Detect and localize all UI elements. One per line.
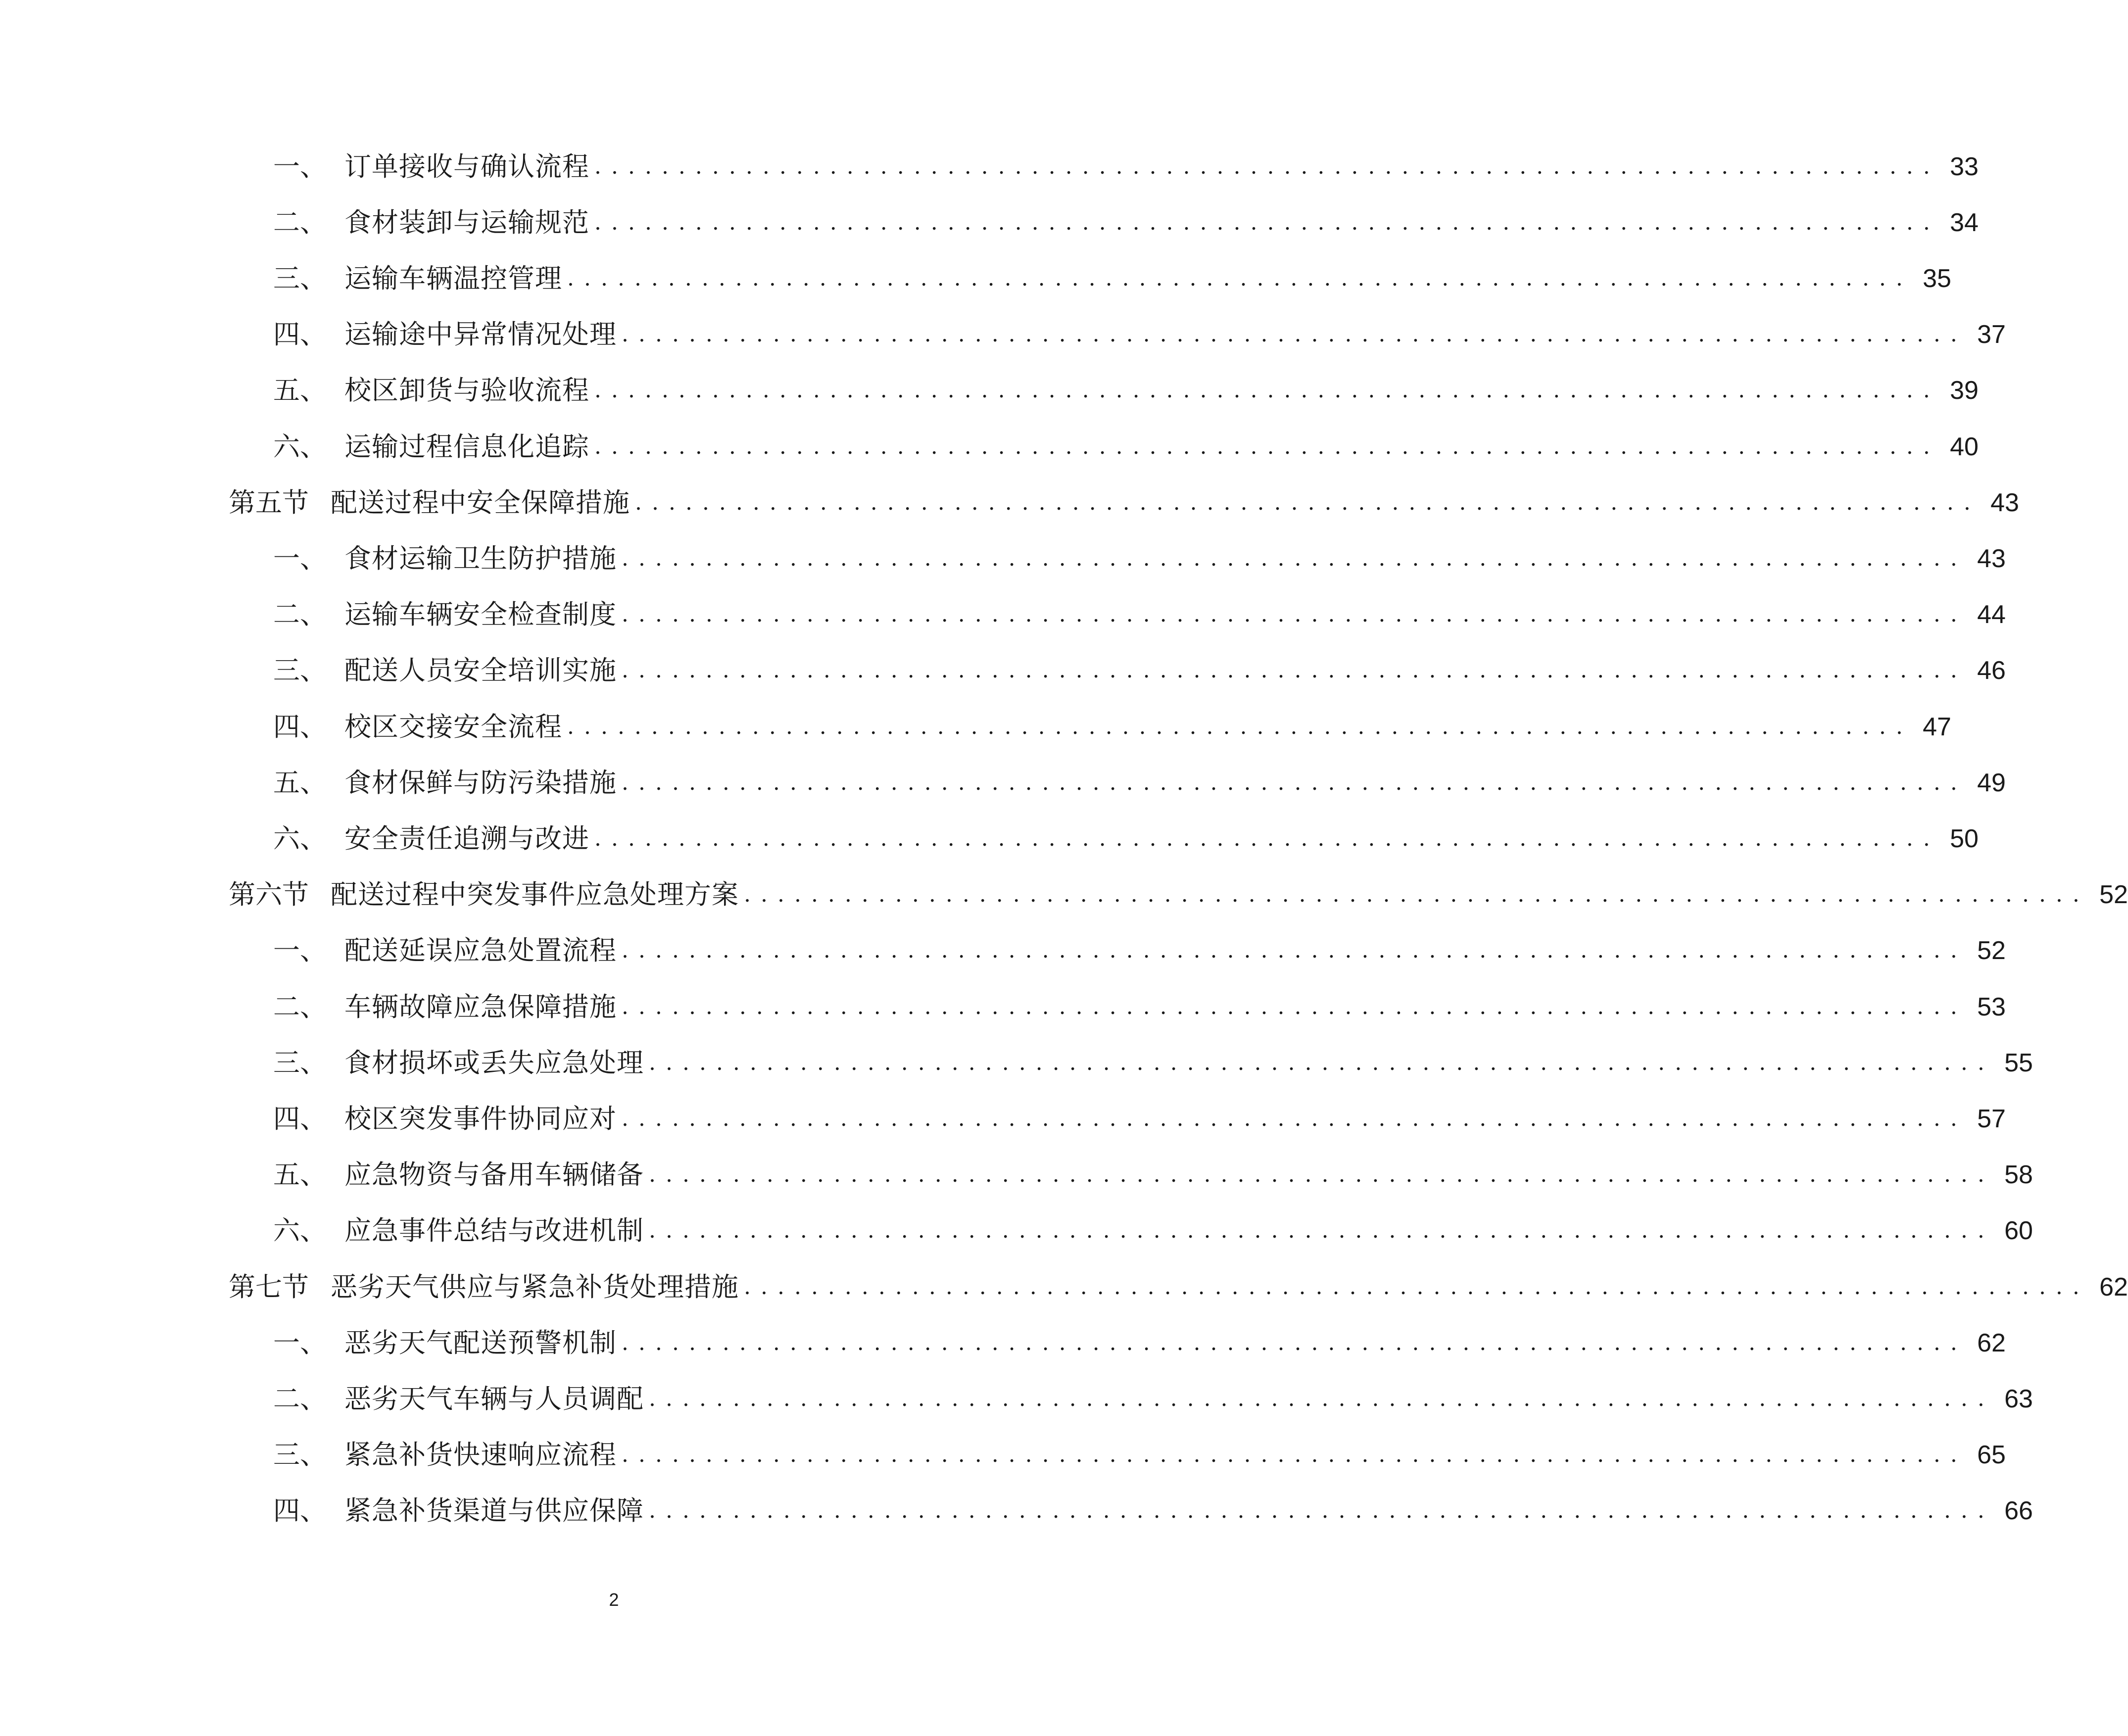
toc-entry-page: 47 [1923,712,1951,741]
toc-entry-number: 二、 [273,991,327,1022]
toc-entry-title: 校区卸货与验收流程 [344,375,589,406]
toc-entry-title: 恶劣天气配送预警机制 [344,1327,617,1358]
toc-subsection-entry[interactable] [273,139,1979,194]
toc-entry-title: 应急物资与备用车辆储备 [344,1159,644,1191]
toc-entry-page: 43 [1977,544,2006,573]
toc-entry-page: 52 [2099,880,2128,910]
toc-entry-number: 五、 [273,375,327,406]
toc-entry-number: 第六节 [229,879,309,911]
toc-subsection-entry[interactable] [273,307,2006,363]
toc-entry-title: 配送过程中突发事件应急处理方案 [331,879,739,911]
toc-entry-title: 紧急补货快速响应流程 [344,1439,617,1471]
toc-entry-number: 第五节 [229,486,309,518]
toc-dot-leader: ................................................................................ [567,265,1913,291]
toc-entry-page: 65 [1977,1441,2006,1470]
toc-entry-page: 57 [1977,1104,2006,1133]
toc-entry-title: 配送人员安全培训实施 [344,655,617,686]
toc-entry-title: 运输车辆温控管理 [344,262,562,294]
toc-subsection-entry[interactable] [273,1483,2033,1539]
toc-dot-leader: ................................................................................ [594,209,1940,235]
toc-dot-leader: ................................................................................ [622,1330,1967,1355]
toc-subsection-entry[interactable] [273,923,2006,979]
toc-subsection-entry[interactable] [273,250,1951,306]
toc-dot-leader: ................................................................................ [567,714,1913,739]
toc-dot-leader: ................................................................................ [622,602,1967,627]
toc-section-entry[interactable] [229,475,2019,530]
toc-entry-title: 运输车辆安全检查制度 [344,599,617,630]
toc-entry-number: 三、 [273,1439,327,1471]
toc-dot-leader: ................................................................................ [744,882,2089,908]
toc-entry-title: 校区突发事件协同应对 [344,1103,617,1134]
toc-entry-page: 40 [1950,432,1979,461]
toc-entry-number: 四、 [273,1103,327,1134]
toc-entry-title: 应急事件总结与改进机制 [344,1215,644,1247]
toc-entry-page: 50 [1950,824,1979,853]
toc-entry-page: 53 [1977,992,2006,1021]
toc-subsection-entry[interactable] [273,979,2006,1035]
toc-entry-number: 五、 [273,1159,327,1191]
toc-entry-title: 配送过程中安全保障措施 [331,486,630,518]
toc-entry-page: 66 [2004,1496,2033,1526]
toc-entry-page: 63 [2004,1384,2033,1413]
toc-subsection-entry[interactable] [273,811,1979,867]
toc-entry-page: 37 [1977,320,2006,349]
toc-entry-number: 二、 [273,1383,327,1414]
toc-entry-page: 46 [1977,656,2006,685]
toc-entry-title: 食材运输卫生防护措施 [344,542,617,574]
toc-entry-page: 44 [1977,600,2006,629]
toc-dot-leader: ................................................................................ [622,322,1967,347]
toc-entry-number: 六、 [273,431,327,462]
toc-entry-title: 运输过程信息化追踪 [344,431,589,462]
toc-subsection-entry[interactable] [273,755,2006,811]
toc-entry-page: 49 [1977,768,2006,797]
toc-entry-page: 34 [1950,208,1979,237]
toc-entry-page: 52 [1977,936,2006,965]
toc-entry-number: 二、 [273,599,327,630]
toc-section-entry[interactable] [229,867,2128,923]
toc-subsection-entry[interactable] [273,643,2006,699]
toc-subsection-entry[interactable] [273,1091,2006,1147]
toc-dot-leader: ................................................................................ [744,1274,2089,1300]
toc-entry-number: 一、 [273,150,327,182]
toc-entry-title: 配送延误应急处置流程 [344,935,617,966]
toc-entry-title: 食材装卸与运输规范 [344,206,589,238]
toc-dot-leader: ................................................................................ [622,545,1967,571]
toc-entry-number: 五、 [273,767,327,798]
toc-entry-title: 食材保鲜与防污染措施 [344,767,617,798]
toc-entry-title: 校区交接安全流程 [344,711,562,742]
toc-entry-page: 58 [2004,1160,2033,1190]
toc-subsection-entry[interactable] [273,194,1979,250]
toc-subsection-entry[interactable] [273,1371,2033,1427]
toc-entry-number: 六、 [273,1215,327,1247]
toc-entry-title: 订单接收与确认流程 [344,150,589,182]
toc-subsection-entry[interactable] [273,419,1979,475]
toc-entry-number: 三、 [273,655,327,686]
toc-entry-number: 四、 [273,319,327,350]
toc-entry-title: 车辆故障应急保障措施 [344,991,617,1022]
toc-subsection-entry[interactable] [273,1035,2033,1091]
toc-dot-leader: ................................................................................ [622,1106,1967,1131]
toc-entry-page: 60 [2004,1216,2033,1246]
toc-entry-title: 运输途中异常情况处理 [344,319,617,350]
toc-subsection-entry[interactable] [273,1203,2033,1259]
toc-dot-leader: ................................................................................ [649,1386,1994,1411]
toc-entry-title: 食材损坏或丢失应急处理 [344,1047,644,1078]
toc-entry-number: 四、 [273,711,327,742]
toc-entry-page: 33 [1950,152,1979,181]
toc-dot-leader: ................................................................................ [649,1218,1994,1244]
toc-subsection-entry[interactable] [273,363,1979,419]
toc-dot-leader: ................................................................................ [649,1498,1994,1524]
toc-entry-page: 55 [2004,1048,2033,1077]
toc-subsection-entry[interactable] [273,1315,2006,1371]
toc-entry-number: 一、 [273,935,327,966]
page-number: 2 [609,1590,619,1610]
toc-section-entry[interactable] [229,1259,2128,1315]
toc-dot-leader: ................................................................................ [649,1050,1994,1075]
toc-entry-title: 恶劣天气供应与紧急补货处理措施 [331,1271,739,1302]
toc-entry-title: 恶劣天气车辆与人员调配 [344,1383,644,1414]
toc-entry-title: 安全责任追溯与改进 [344,822,589,854]
toc-entry-number: 四、 [273,1495,327,1527]
toc-entry-title: 紧急补货渠道与供应保障 [344,1495,644,1527]
toc-subsection-entry[interactable] [273,699,1951,755]
toc-dot-leader: ................................................................................ [594,378,1940,403]
toc-dot-leader: ................................................................................ [622,770,1967,795]
toc-entry-page: 62 [1977,1328,2006,1357]
toc-dot-leader: ................................................................................ [622,658,1967,683]
toc-entry-number: 一、 [273,1327,327,1358]
toc-entry-number: 一、 [273,542,327,574]
toc-subsection-entry[interactable] [273,587,2006,643]
toc-dot-leader: ................................................................................ [649,1162,1994,1188]
toc-subsection-entry[interactable] [273,1147,2033,1203]
toc-dot-leader: ................................................................................ [594,825,1940,851]
toc-entry-number: 第七节 [229,1271,309,1302]
toc-entry-number: 三、 [273,1047,327,1078]
toc-entry-number: 六、 [273,822,327,854]
toc-dot-leader: ................................................................................ [622,994,1967,1019]
toc-entry-number: 三、 [273,262,327,294]
toc-dot-leader: ................................................................................ [622,1442,1967,1468]
toc-dot-leader: ................................................................................ [622,938,1967,964]
toc-subsection-entry[interactable] [273,530,2006,586]
toc-entry-page: 35 [1923,264,1951,293]
toc-entry-page: 62 [2099,1272,2128,1302]
toc-dot-leader: ................................................................................ [594,434,1940,459]
toc-entry-page: 43 [1990,488,2019,517]
toc-entry-page: 39 [1950,376,1979,405]
toc-entry-number: 二、 [273,206,327,238]
toc-dot-leader: ................................................................................ [635,489,1981,515]
toc-subsection-entry[interactable] [273,1427,2006,1483]
toc-dot-leader: ................................................................................ [594,153,1940,179]
